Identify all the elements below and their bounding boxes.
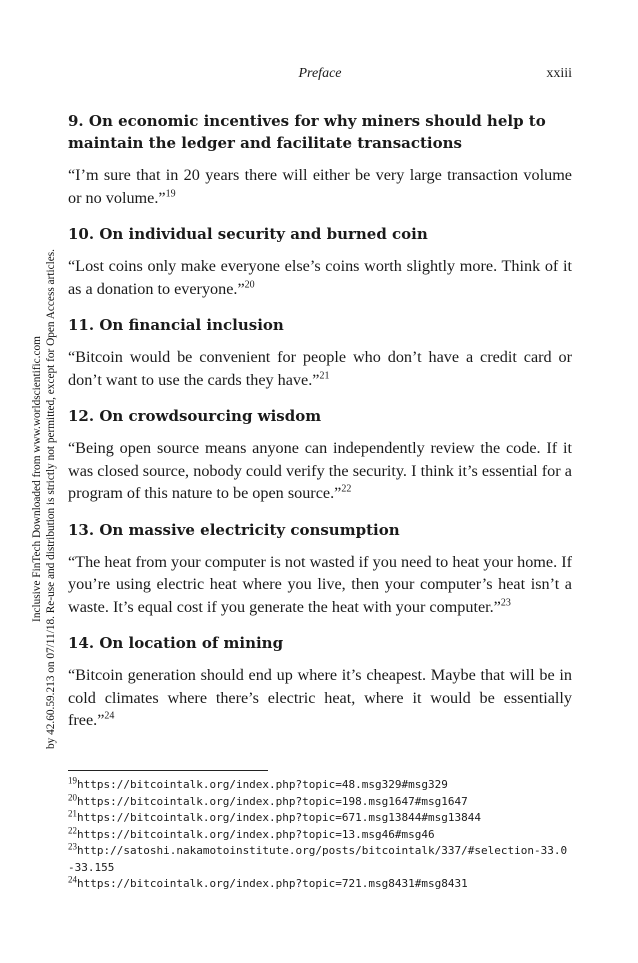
footnote-link[interactable]: http://satoshi.nakamotoinstitute.org/posts/bitcointalk/337/#selection-33.0-33.155 xyxy=(68,844,568,874)
section-heading: 13. On massive electricity consumption xyxy=(68,520,400,539)
quote-text: “The heat from your computer is not wasted if you need to heat your home. If you’re using electric heat where you live, then your computer’s heat isn’t a waste. It’s equal cost if you generate the heat with your computer.” xyxy=(68,552,572,616)
footnote-divider xyxy=(68,770,268,771)
footnote-ref[interactable]: 24 xyxy=(104,710,115,722)
footnote-number: 23 xyxy=(68,841,77,852)
quote-text: “Being open source means anyone can independently review the code. If it was closed source, nobody could verify the security. I think it’s essential for a program of this nature to be open source.” xyxy=(68,439,572,502)
footnote-number: 20 xyxy=(68,791,77,802)
footnote-ref[interactable]: 20 xyxy=(244,279,255,291)
main-content xyxy=(68,110,572,746)
footnote-ref[interactable]: 21 xyxy=(319,370,330,382)
section-heading: 9. On economic incentives for why miners should help to maintain the ledger and facilitate transactions xyxy=(68,112,546,152)
quote-paragraph xyxy=(68,437,572,505)
quote-paragraph xyxy=(68,551,572,619)
footnote-number: 21 xyxy=(68,808,77,819)
quote-text: “Lost coins only make everyone else’s coins worth slightly more. Think of it as a donation to everyone.” xyxy=(68,257,572,298)
section xyxy=(68,519,572,619)
section xyxy=(68,632,572,732)
download-notice xyxy=(30,209,58,749)
footnote xyxy=(68,876,572,893)
footnote-ref[interactable]: 19 xyxy=(165,188,176,200)
section xyxy=(68,314,572,391)
footnote-link[interactable]: https://bitcointalk.org/index.php?topic=13.msg46#msg46 xyxy=(77,827,435,841)
footnote-ref[interactable]: 23 xyxy=(500,597,511,609)
download-notice-line2: by 42.60.59.213 on 07/11/18. Re-use and distribution is strictly not permitted, except for Open Access articles. xyxy=(45,248,57,749)
footnote xyxy=(68,791,572,811)
footnote-link[interactable]: https://bitcointalk.org/index.php?topic=198.msg1647#msg1647 xyxy=(77,794,468,808)
footnote xyxy=(68,843,572,876)
quote-text: “Bitcoin generation should end up where it’s cheapest. Maybe that will be in cold climates where there’s electric heat, where it would be essentially free.” xyxy=(68,666,572,729)
footnotes xyxy=(68,770,572,893)
footnote xyxy=(68,810,572,827)
quote-paragraph xyxy=(68,664,572,732)
footnote xyxy=(68,777,572,794)
running-title: Preface xyxy=(298,66,342,81)
footnote-number: 24 xyxy=(68,874,77,885)
section xyxy=(68,223,572,300)
footnote-ref[interactable]: 22 xyxy=(341,483,352,495)
page-header xyxy=(68,66,572,86)
quote-paragraph xyxy=(68,255,572,300)
footnote-number: 19 xyxy=(68,775,77,786)
footnote-number: 22 xyxy=(68,824,77,835)
page-number: xxiii xyxy=(546,66,572,81)
quote-paragraph xyxy=(68,164,572,209)
footnote-link[interactable]: https://bitcointalk.org/index.php?topic=48.msg329#msg329 xyxy=(77,778,448,791)
section-heading: 10. On individual security and burned coin xyxy=(68,225,428,243)
quote-text: “I’m sure that in 20 years there will either be very large transaction volume or no volume.” xyxy=(68,166,572,207)
quote-text: “Bitcoin would be convenient for people who don’t have a credit card or don’t want to use the cards they have.” xyxy=(68,348,572,389)
section-heading: 11. On financial inclusion xyxy=(68,316,284,334)
section-heading: 12. On crowdsourcing wisdom xyxy=(68,407,322,425)
quote-paragraph xyxy=(68,346,572,391)
footnote-link[interactable]: https://bitcointalk.org/index.php?topic=671.msg13844#msg13844 xyxy=(77,811,481,824)
section xyxy=(68,110,572,209)
section xyxy=(68,405,572,505)
footnote-link[interactable]: https://bitcointalk.org/index.php?topic=721.msg8431#msg8431 xyxy=(77,877,468,890)
section-heading: 14. On location of mining xyxy=(68,634,284,652)
footnote xyxy=(68,824,572,844)
download-notice-sidebar xyxy=(0,0,57,963)
download-notice-line1: Inclusive FinTech Downloaded from www.worldscientific.com xyxy=(31,336,43,622)
